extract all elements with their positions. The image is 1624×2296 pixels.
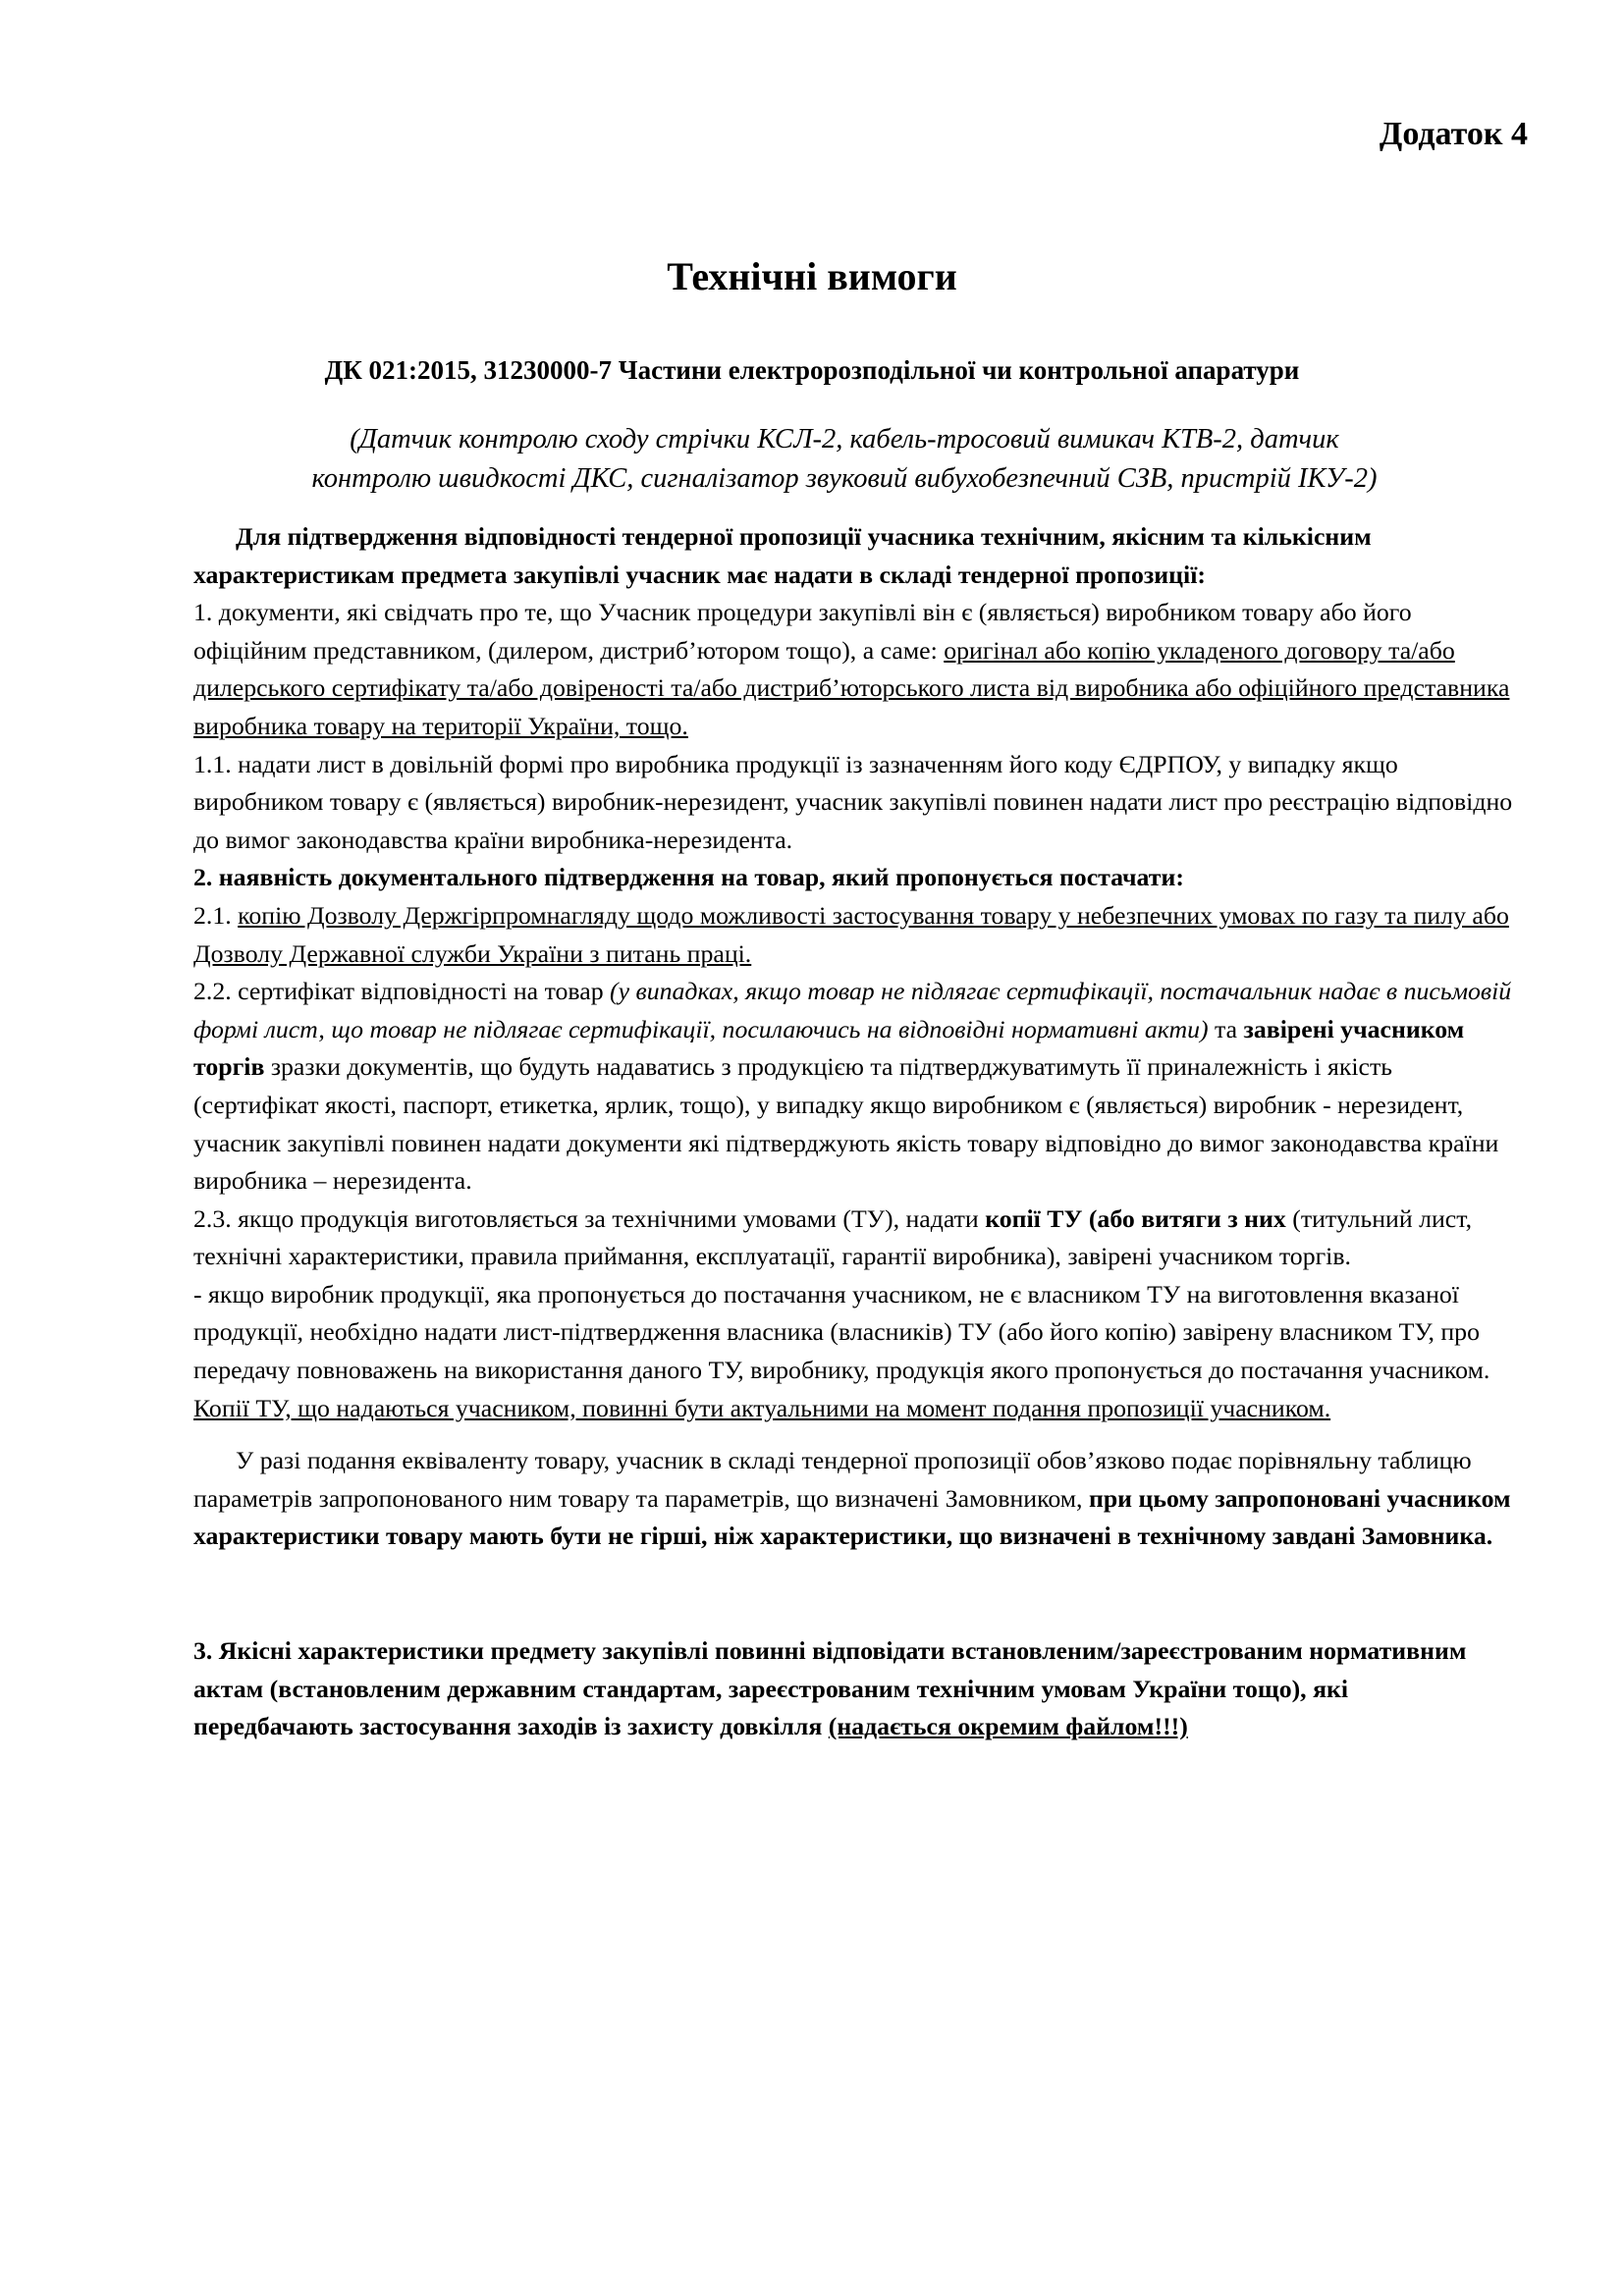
- document-body: [193, 518, 1514, 1746]
- paragraph-1: [193, 594, 1514, 745]
- paragraph-dash: - якщо виробник продукції, яка пропонується до постачання учасником, не є власником ТУ на виготовлення вказаної продукції, необхідно надати лист-підтвердження власника (власників) ТУ (або його копію) завірену власником ТУ, про передачу повноважень на використання даного ТУ, виробнику, продукція якого пропонується до постачання учасником.: [193, 1279, 1490, 1385]
- equivalent-text: У разі подання еквіваленту товару, учасник в складі тендерної пропозиції обов’язково подає порівняльну таблицю параметрів запропонованого ним товару та параметрів, що визначені Замовником,: [193, 1446, 1472, 1513]
- paragraph-3-underlined: (надається окремим файлом!!!): [828, 1712, 1188, 1741]
- classification-code: ДК 021:2015, 31230000-7 Частини електророзподільної чи контрольної апаратури: [324, 355, 1300, 385]
- paragraph-1-1: 1.1. надати лист в довільній формі про виробника продукції із зазначенням його коду ЄДРПОУ, у випадку якщо виробником товару є (являється) виробник-нерезидент, учасник закупівлі повинен надати лист про реєстрацію відповідно до вимог законодавства країни виробника-нерезидента.: [193, 749, 1513, 854]
- paragraph-1-underlined: оригінал або копію укладеного договору та/або дилерського сертифікату та/або довіреності та/або дистриб’юторського листа від виробника або офіційного представника виробника товару на території України, тощо.: [193, 635, 1510, 740]
- paragraph-2-heading: 2. наявність документального підтвердження на товар, який пропонується постачати:: [193, 863, 1184, 892]
- paragraph-2-3-bold: копії ТУ (або витяги з них: [985, 1203, 1286, 1233]
- paragraph-2-1-underlined: копію Дозволу Держгірпромнагляду щодо можливості застосування товару у небезпечних умовах по газу та пилу або Дозволу Державної служби України з питань праці.: [193, 900, 1509, 968]
- paragraph-2-3-start: 2.3. якщо продукція виготовляється за технічними умовами (ТУ), надати: [193, 1203, 986, 1233]
- paragraph-2-1: [193, 897, 1514, 973]
- document-title: Технічні вимоги: [667, 254, 957, 298]
- paragraph-2-2: [193, 973, 1514, 1201]
- items-list: [196, 420, 1492, 499]
- paragraph-2-2-end: зразки документів, що будуть надаватись з продукцією та підтверджуватимуть її приналежність і якість (сертифікат якості, паспорт, етикетка, ярлик, тощо), у випадку якщо виробником є (являється) виробник - нерезидент, учасник закупівлі повинен надати документи які підтверджують якість товару відповідно до вимог законодавства країни виробника – нерезидента.: [193, 1052, 1499, 1196]
- appendix-label: Додаток 4: [1379, 116, 1528, 152]
- paragraph-2-2-bold: завірені учасником торгів: [193, 1014, 1465, 1082]
- paragraph-3: [193, 1632, 1514, 1746]
- paragraph-copies: Копії ТУ, що надаються учасником, повинні бути актуальними на момент подання пропозиції учасником.: [193, 1393, 1331, 1422]
- paragraph-2-2-mid: та: [1208, 1014, 1244, 1043]
- paragraph-2-3-end: (титульний лист, технічні характеристики, правила приймання, експлуатації, гарантії виробника), завірені учасником торгів.: [193, 1203, 1473, 1271]
- paragraph-3-text: 3. Якісні характеристики предмету закупівлі повинні відповідати встановленим/зареєстрованим нормативним актам (встановленим державним стандартам, зареєстрованим технічним умовам України тощо), які передбачають застосування заходів із захисту довкілля: [193, 1636, 1467, 1741]
- items-line-2: контролю швидкості ДКС, сигналізатор звуковий вибухобезпечний СЗВ, пристрій ІКУ-2): [311, 463, 1378, 494]
- paragraph-1-text: 1. документи, які свідчать про те, що Учасник процедури закупівлі він є (являється) виробником товару або його офіційним представником, (дилером, дистриб’ютором тощо), а саме:: [193, 598, 1412, 665]
- paragraph-2-2-start: 2.2. сертифікат відповідності на товар: [193, 977, 611, 1006]
- equivalent-paragraph: [193, 1442, 1514, 1556]
- paragraph-2-2-italic: (у випадках, якщо товар не підлягає сертифікації, постачальник надає в письмовій формі лист, що товар не підлягає сертифікації, посилаючись на відповідні нормативні акти): [193, 977, 1512, 1043]
- paragraph-2-3: [193, 1201, 1514, 1276]
- equivalent-bold: при цьому запропоновані учасником характеристики товару мають бути не гірші, ніж характеристики, що визначені в технічному завдані Замовника.: [193, 1483, 1511, 1551]
- intro-paragraph: Для підтвердження відповідності тендерної пропозиції учасника технічним, якісним та кількісним характеристикам предмета закупівлі учасник має надати в складі тендерної пропозиції:: [193, 522, 1372, 589]
- paragraph-2-1-prefix: 2.1.: [193, 900, 239, 930]
- items-line-1: (Датчик контролю сходу стрічки КСЛ-2, кабель-тросовий вимикач КТВ-2, датчик: [350, 424, 1339, 454]
